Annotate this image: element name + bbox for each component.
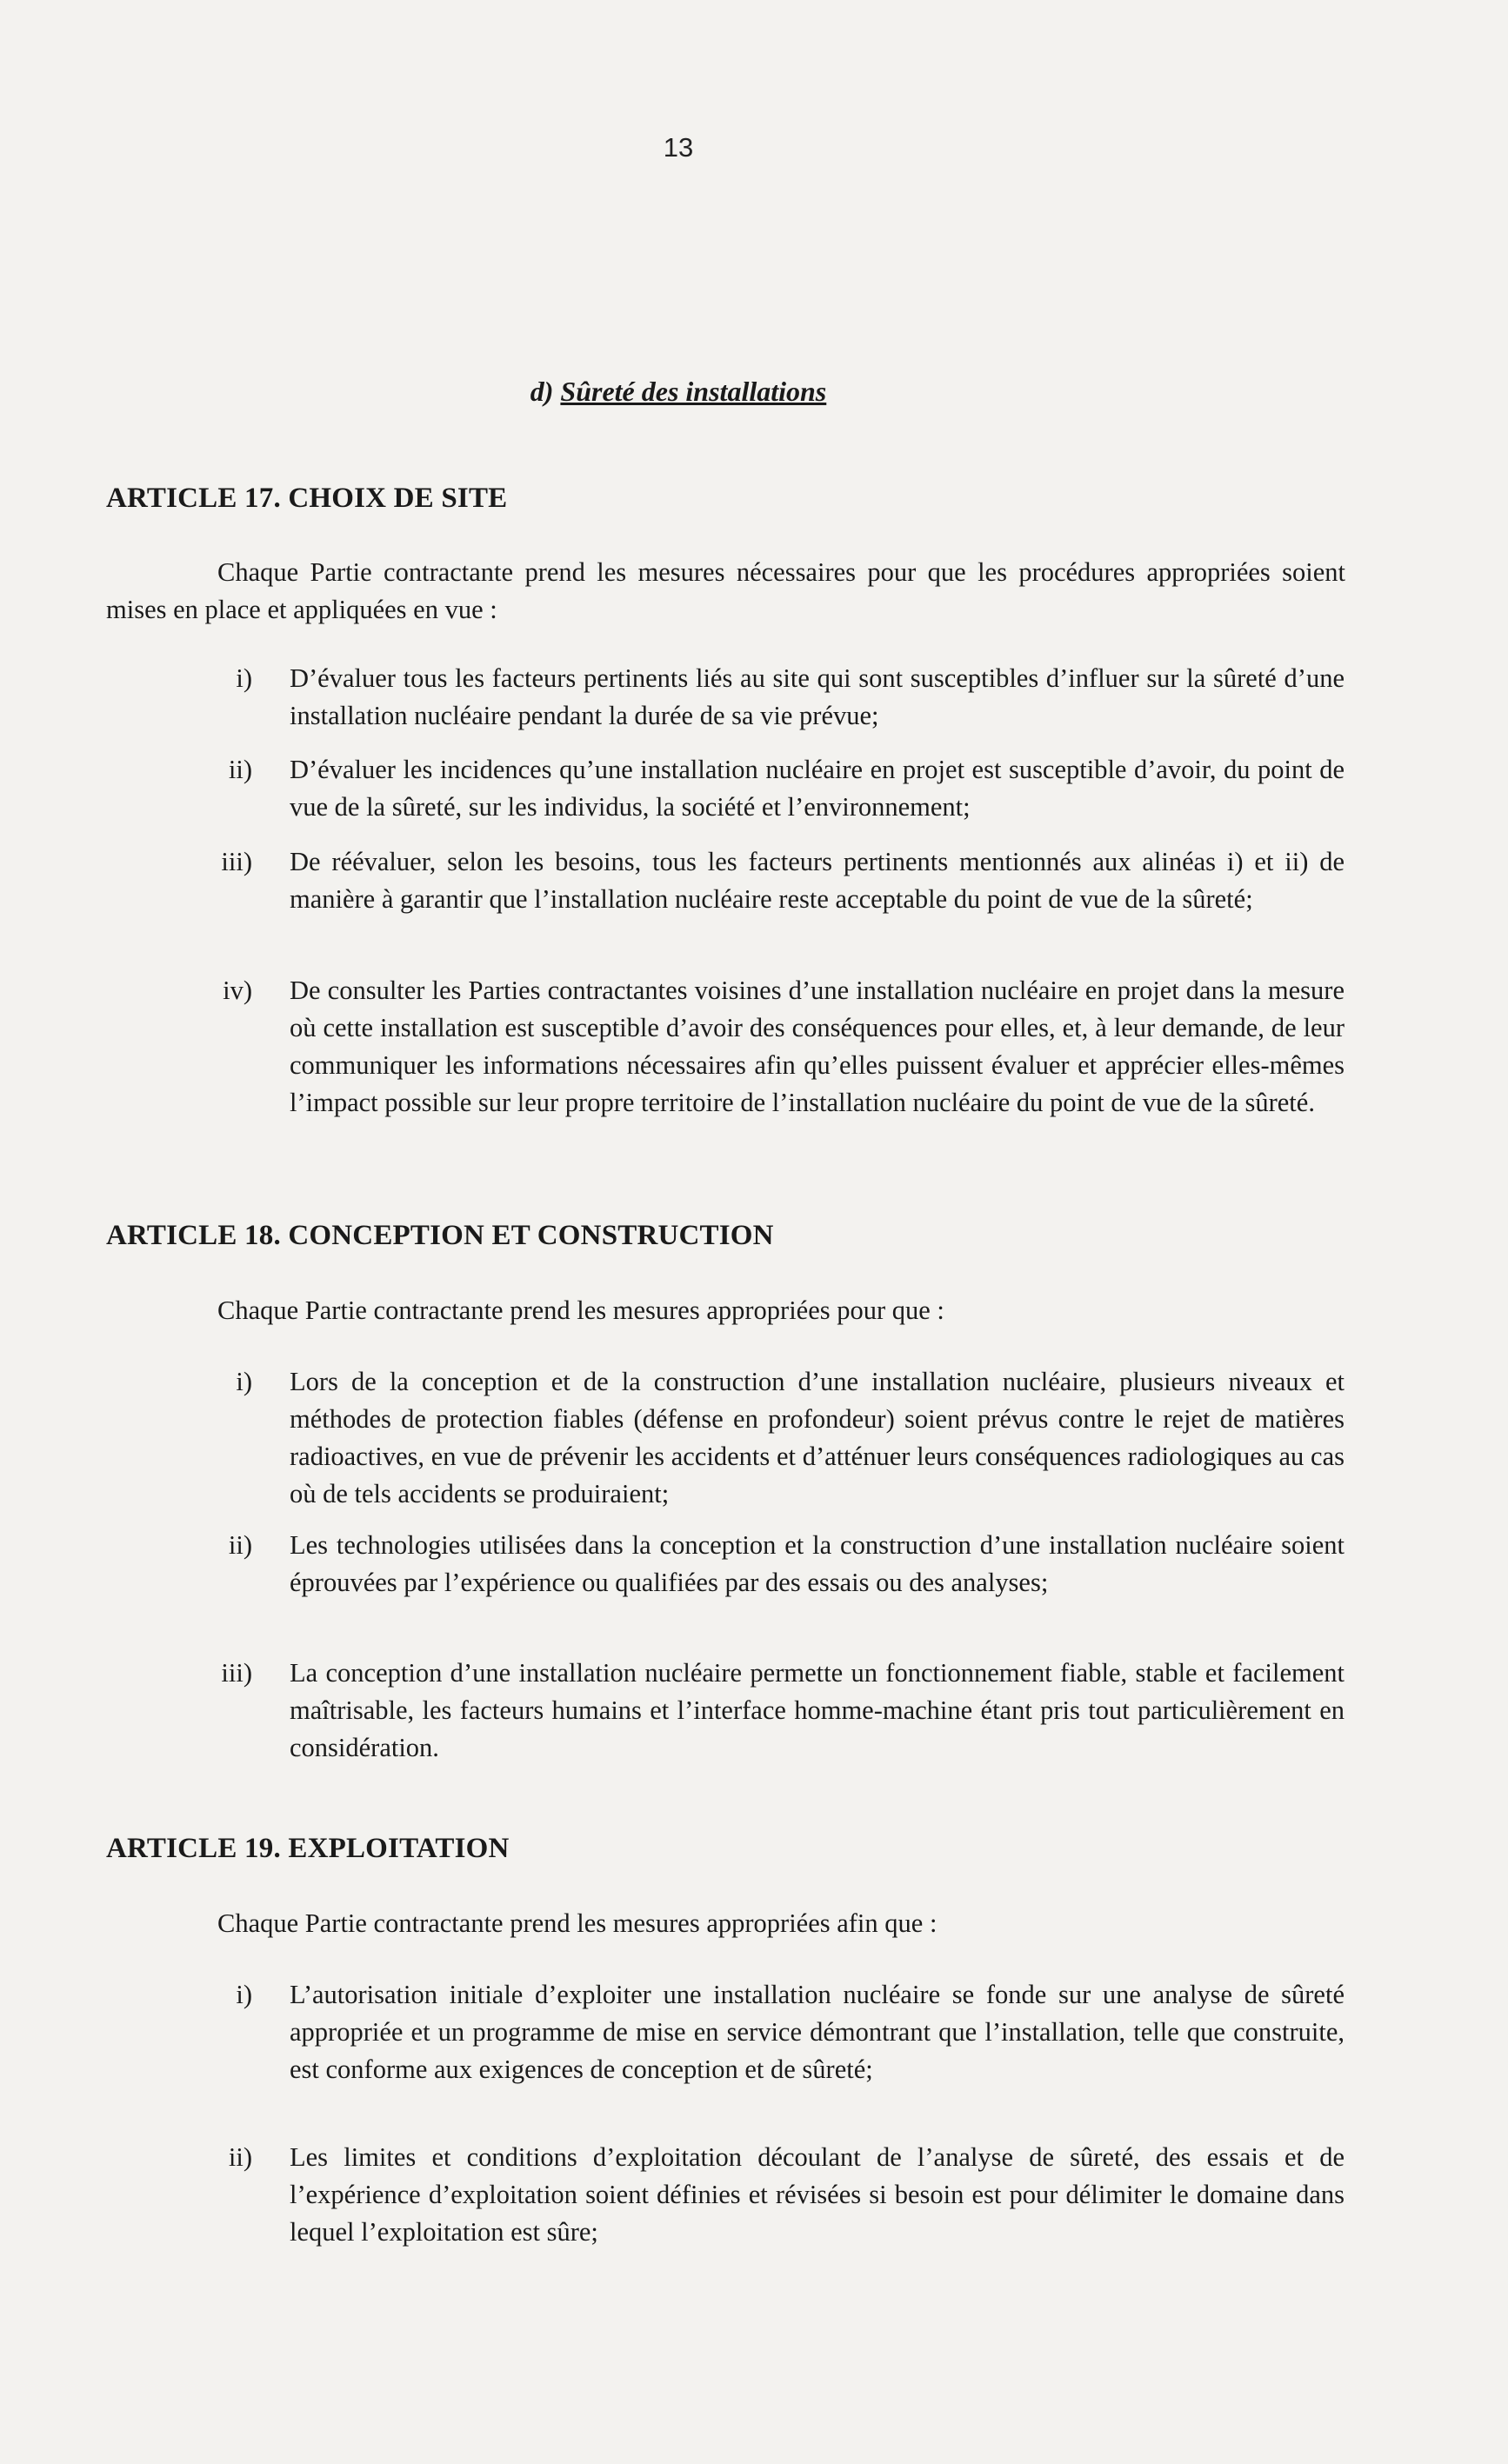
item-number: ii) xyxy=(228,1530,252,1560)
article-18-heading: ARTICLE 18. CONCEPTION ET CONSTRUCTION xyxy=(106,1220,774,1251)
item-number: ii) xyxy=(228,755,252,784)
item-text: La conception d’une installation nucléaire permette un fonctionnement fiable, stable et facilement maîtrisable, les facteurs humains et l’interface homme-machine étant pris tout particulièrement en considération. xyxy=(290,1658,1345,1762)
item-text: Lors de la conception et de la construction d’une installation nucléaire, plusieurs niveaux et méthodes de protection fiables (défense en profondeur) soient prévus contre le rejet de matières radioactives, en vue de prévenir les accidents et d’atténuer leurs conséquences radiologiques au cas où de tels accidents se produiraient; xyxy=(290,1367,1345,1508)
item-text: De consulter les Parties contractantes voisines d’une installation nucléaire en projet dans la mesure où cette installation est susceptible d’avoir des conséquences pour elles, et, à leur demande, de leur communiquer les informations nécessaires afin qu’elles puissent évaluer et apprécier elles-mêmes l’impact possible sur leur propre territoire de l’installation nucléaire du point de vue de la sûreté. xyxy=(290,976,1345,1117)
article-18-intro: Chaque Partie contractante prend les mesures appropriées pour que : xyxy=(217,1295,944,1325)
item-number: i) xyxy=(236,1367,252,1396)
item-text: Les limites et conditions d’exploitation découlant de l’analyse de sûreté, des essais et de l’expérience d’exploitation soient définies et révisées si besoin est pour délimiter le domaine dans lequel l’exploitation est sûre; xyxy=(290,2142,1345,2247)
article-19-intro: Chaque Partie contractante prend les mesures appropriées afin que : xyxy=(217,1908,937,1938)
section-title-text: Sûreté des installations xyxy=(560,376,827,407)
item-number: i) xyxy=(236,663,252,693)
item-number: ii) xyxy=(228,2142,252,2172)
item-number: iv) xyxy=(223,976,252,1005)
article-17-heading: ARTICLE 17. CHOIX DE SITE xyxy=(106,483,508,514)
page-number: 13 xyxy=(663,132,694,163)
item-number: i) xyxy=(236,1980,252,2009)
item-text: De réévaluer, selon les besoins, tous les facteurs pertinents mentionnés aux alinéas i) et ii) de manière à garantir que l’installation nucléaire reste acceptable du point de vue de la sûreté; xyxy=(290,847,1345,914)
item-text: Les technologies utilisées dans la conception et la construction d’une installation nucléaire soient éprouvées par l’expérience ou qualifiées par des essais ou des analyses; xyxy=(290,1530,1345,1597)
item-number: iii) xyxy=(221,1658,252,1688)
section-prefix: d) xyxy=(530,376,554,407)
article-19-heading: ARTICLE 19. EXPLOITATION xyxy=(106,1833,510,1864)
item-text: L’autorisation initiale d’exploiter une installation nucléaire se fonde sur une analyse de sûreté appropriée et un programme de mise en service démontrant que l’installation, telle que construite, est conforme aux exigences de conception et de sûreté; xyxy=(290,1980,1345,2084)
item-text: D’évaluer tous les facteurs pertinents liés au site qui sont susceptibles d’influer sur la sûreté d’une installation nucléaire pendant la durée de sa vie prévue; xyxy=(290,663,1345,730)
section-title xyxy=(0,376,1357,408)
item-text: D’évaluer les incidences qu’une installation nucléaire en projet est susceptible d’avoir, du point de vue de la sûreté, sur les individus, la société et l’environnement; xyxy=(290,755,1345,822)
item-number: iii) xyxy=(221,847,252,876)
article-17-intro: Chaque Partie contractante prend les mesures nécessaires pour que les procédures appropriées soient mises en place et appliquées en vue : xyxy=(106,557,1345,624)
